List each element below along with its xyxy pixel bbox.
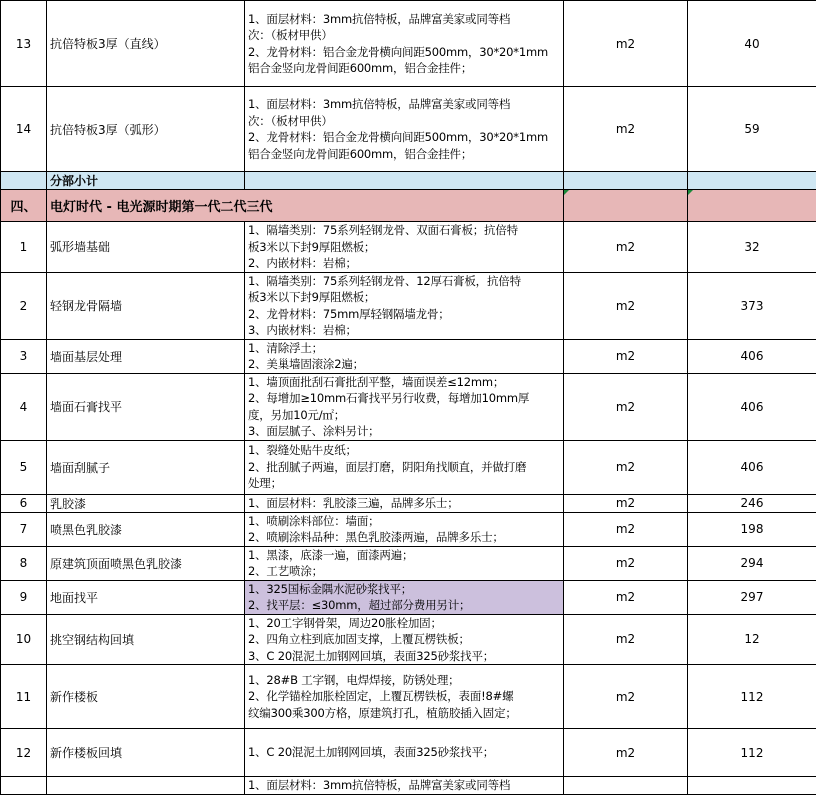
description-line: 2、龙骨材料：铝合金龙骨横向间距500mm，30*20*1mm bbox=[248, 129, 563, 146]
item-description[interactable] bbox=[245, 614, 564, 665]
item-name[interactable] bbox=[47, 777, 245, 795]
item-unit[interactable] bbox=[564, 777, 688, 795]
item-name[interactable]: 弧形墙基础 bbox=[47, 222, 245, 273]
section-number[interactable]: 四、 bbox=[1, 190, 47, 222]
table-row bbox=[1, 494, 816, 512]
item-quantity[interactable]: 406 bbox=[688, 339, 816, 373]
item-name[interactable]: 新作楼板 bbox=[47, 665, 245, 729]
item-number[interactable]: 6 bbox=[1, 494, 47, 512]
description-line: 1、20工字钢骨架，周边20胀栓加固； bbox=[248, 615, 563, 632]
item-quantity[interactable]: 32 bbox=[688, 222, 816, 273]
table-row bbox=[1, 665, 816, 729]
item-quantity[interactable]: 40 bbox=[688, 1, 816, 87]
item-number[interactable]: 10 bbox=[1, 614, 47, 665]
table-row bbox=[1, 87, 816, 172]
description-line: 1、面层材料：乳胶漆三遍，品牌多乐士； bbox=[248, 495, 563, 512]
item-unit[interactable]: m2 bbox=[564, 1, 688, 87]
item-name[interactable]: 原建筑顶面喷黑色乳胶漆 bbox=[47, 546, 245, 580]
description-line: 2、找平层：≤30mm，超过部分费用另计； bbox=[248, 597, 563, 614]
description-line: 纹编300乘300方格，原建筑打孔，植筋胶插入固定； bbox=[248, 705, 563, 722]
subtotal-number[interactable] bbox=[1, 172, 47, 190]
description-line: 次：（板材甲供） bbox=[248, 27, 563, 44]
item-unit[interactable]: m2 bbox=[564, 440, 688, 494]
item-number[interactable]: 11 bbox=[1, 665, 47, 729]
section-quantity[interactable] bbox=[688, 190, 816, 222]
table-row bbox=[1, 272, 816, 339]
partial-table-row bbox=[1, 777, 816, 795]
item-description[interactable] bbox=[245, 512, 564, 546]
item-name[interactable]: 轻钢龙骨隔墙 bbox=[47, 272, 245, 339]
table-row bbox=[1, 580, 816, 614]
item-name[interactable]: 乳胶漆 bbox=[47, 494, 245, 512]
subtotal-description[interactable] bbox=[245, 172, 564, 190]
section-unit[interactable] bbox=[564, 190, 688, 222]
item-quantity[interactable]: 112 bbox=[688, 729, 816, 777]
subtotal-unit[interactable] bbox=[564, 172, 688, 190]
item-number[interactable]: 14 bbox=[1, 87, 47, 172]
description-line: 处理； bbox=[248, 475, 563, 492]
section-header-row bbox=[1, 190, 816, 222]
description-line: 2、美巢墙固滚涂2遍； bbox=[248, 356, 563, 373]
table-row bbox=[1, 373, 816, 440]
item-unit[interactable]: m2 bbox=[564, 665, 688, 729]
item-number[interactable]: 3 bbox=[1, 339, 47, 373]
subtotal-row bbox=[1, 172, 816, 190]
item-description[interactable] bbox=[245, 272, 564, 339]
description-line: 1、隔墙类别：75系列轻钢龙骨、双面石膏板；抗倍特 bbox=[248, 222, 563, 239]
item-description[interactable] bbox=[245, 665, 564, 729]
item-quantity[interactable]: 246 bbox=[688, 494, 816, 512]
description-line: 2、化学锚栓加胀栓固定，上覆瓦楞铁板，表面!8#螺 bbox=[248, 688, 563, 705]
item-number[interactable]: 5 bbox=[1, 440, 47, 494]
item-number[interactable]: 9 bbox=[1, 580, 47, 614]
description-line: 3、面层腻子、涂料另计； bbox=[248, 423, 563, 440]
item-description[interactable] bbox=[245, 494, 564, 512]
item-description[interactable] bbox=[245, 729, 564, 777]
description-line: 度，另加10元/㎡； bbox=[248, 407, 563, 424]
item-number[interactable]: 1 bbox=[1, 222, 47, 273]
item-number[interactable] bbox=[1, 777, 47, 795]
item-description[interactable] bbox=[245, 222, 564, 273]
description-line: 板3米以下封9厚阻燃板； bbox=[248, 289, 563, 306]
description-line: 1、墙顶面批刮石膏批刮平整，墙面误差≤12mm； bbox=[248, 374, 563, 391]
subtotal-label[interactable]: 分部小计 bbox=[47, 172, 245, 190]
description-line: 2、龙骨材料：75mm厚轻钢隔墙龙骨； bbox=[248, 306, 563, 323]
item-description[interactable] bbox=[245, 339, 564, 373]
item-description[interactable]: 1、面层材料：3mm抗倍特板，品牌富美家或同等档 bbox=[245, 777, 564, 795]
item-unit[interactable]: m2 bbox=[564, 614, 688, 665]
table-row bbox=[1, 1, 816, 87]
item-number[interactable]: 8 bbox=[1, 546, 47, 580]
item-unit[interactable]: m2 bbox=[564, 546, 688, 580]
item-description[interactable] bbox=[245, 440, 564, 494]
item-unit[interactable]: m2 bbox=[564, 222, 688, 273]
item-quantity[interactable]: 12 bbox=[688, 614, 816, 665]
item-unit[interactable]: m2 bbox=[564, 580, 688, 614]
item-name[interactable]: 抗倍特板3厚（直线） bbox=[47, 1, 245, 87]
description-line: 1、28#B 工字钢，电焊焊接，防锈处理； bbox=[248, 672, 563, 689]
item-name[interactable]: 喷黑色乳胶漆 bbox=[47, 512, 245, 546]
item-name[interactable]: 墙面基层处理 bbox=[47, 339, 245, 373]
item-number[interactable]: 4 bbox=[1, 373, 47, 440]
description-line: 2、批刮腻子两遍，面层打磨，阴阳角找顺直，并做打磨 bbox=[248, 459, 563, 476]
table-row bbox=[1, 512, 816, 546]
item-quantity[interactable]: 373 bbox=[688, 272, 816, 339]
item-quantity[interactable]: 294 bbox=[688, 546, 816, 580]
item-name[interactable]: 抗倍特板3厚（弧形） bbox=[47, 87, 245, 172]
description-line: 2、每增加≥10mm石膏找平另行收费，每增加10mm厚 bbox=[248, 390, 563, 407]
description-line: 1、面层材料：3mm抗倍特板，品牌富美家或同等档 bbox=[248, 96, 563, 113]
item-name[interactable]: 挑空钢结构回填 bbox=[47, 614, 245, 665]
item-quantity[interactable]: 406 bbox=[688, 373, 816, 440]
table-row bbox=[1, 222, 816, 273]
description-line: 3、内嵌材料：岩棉； bbox=[248, 322, 563, 339]
item-number[interactable]: 12 bbox=[1, 729, 47, 777]
section-title[interactable]: 电灯时代 - 电光源时期第一代二代三代 bbox=[47, 190, 564, 222]
table-row bbox=[1, 339, 816, 373]
item-number[interactable]: 13 bbox=[1, 1, 47, 87]
description-line: 铝合金竖向龙骨间距600mm，铝合金挂件； bbox=[248, 146, 563, 163]
item-name[interactable]: 新作楼板回填 bbox=[47, 729, 245, 777]
description-line: 1、C 20混泥土加钢网回填，表面325砂浆找平； bbox=[248, 744, 563, 761]
description-line: 2、龙骨材料：铝合金龙骨横向间距500mm，30*20*1mm bbox=[248, 44, 563, 61]
description-line: 3、C 20混泥土加钢网回填，表面325砂浆找平； bbox=[248, 648, 563, 665]
item-name[interactable]: 墙面刮腻子 bbox=[47, 440, 245, 494]
item-description[interactable] bbox=[245, 373, 564, 440]
item-unit[interactable]: m2 bbox=[564, 494, 688, 512]
item-unit[interactable]: m2 bbox=[564, 373, 688, 440]
item-description[interactable] bbox=[245, 546, 564, 580]
item-name[interactable]: 地面找平 bbox=[47, 580, 245, 614]
item-unit[interactable]: m2 bbox=[564, 512, 688, 546]
description-line: 2、喷刷涂料品种：黑色乳胶漆两遍，品牌多乐士； bbox=[248, 529, 563, 546]
description-line: 2、内嵌材料：岩棉； bbox=[248, 255, 563, 272]
table-row bbox=[1, 546, 816, 580]
description-line: 1、清除浮土； bbox=[248, 340, 563, 357]
description-line: 1、隔墙类别：75系列轻钢龙骨、12厚石膏板，抗倍特 bbox=[248, 273, 563, 290]
item-quantity[interactable]: 112 bbox=[688, 665, 816, 729]
table-row bbox=[1, 729, 816, 777]
item-unit[interactable]: m2 bbox=[564, 87, 688, 172]
item-description[interactable] bbox=[245, 87, 564, 172]
description-line: 2、四角立柱到底加固支撑，上覆瓦楞铁板； bbox=[248, 631, 563, 648]
item-description[interactable] bbox=[245, 580, 564, 614]
description-line: 1、325国标金隅水泥砂浆找平； bbox=[248, 581, 563, 598]
description-line: 1、喷刷涂料部位：墙面； bbox=[248, 513, 563, 530]
item-number[interactable]: 2 bbox=[1, 272, 47, 339]
description-line: 板3米以下封9厚阻燃板； bbox=[248, 239, 563, 256]
item-unit[interactable]: m2 bbox=[564, 729, 688, 777]
item-quantity[interactable]: 406 bbox=[688, 440, 816, 494]
subtotal-quantity[interactable] bbox=[688, 172, 816, 190]
description-line: 1、面层材料：3mm抗倍特板，品牌富美家或同等档 bbox=[248, 11, 563, 28]
description-line: 次：（板材甲供） bbox=[248, 113, 563, 130]
table-row bbox=[1, 440, 816, 494]
table-row bbox=[1, 614, 816, 665]
item-name[interactable]: 墙面石膏找平 bbox=[47, 373, 245, 440]
item-quantity[interactable]: 59 bbox=[688, 87, 816, 172]
description-line: 铝合金竖向龙骨间距600mm，铝合金挂件； bbox=[248, 60, 563, 77]
item-quantity[interactable] bbox=[688, 777, 816, 795]
item-description[interactable] bbox=[245, 1, 564, 87]
item-quantity[interactable]: 297 bbox=[688, 580, 816, 614]
description-line: 2、工艺喷涂； bbox=[248, 563, 563, 580]
description-line: 1、黑漆，底漆一遍，面漆两遍； bbox=[248, 547, 563, 564]
item-unit[interactable]: m2 bbox=[564, 339, 688, 373]
item-number[interactable]: 7 bbox=[1, 512, 47, 546]
item-unit[interactable]: m2 bbox=[564, 272, 688, 339]
description-line: 1、裂缝处贴牛皮纸； bbox=[248, 442, 563, 459]
item-quantity[interactable]: 198 bbox=[688, 512, 816, 546]
